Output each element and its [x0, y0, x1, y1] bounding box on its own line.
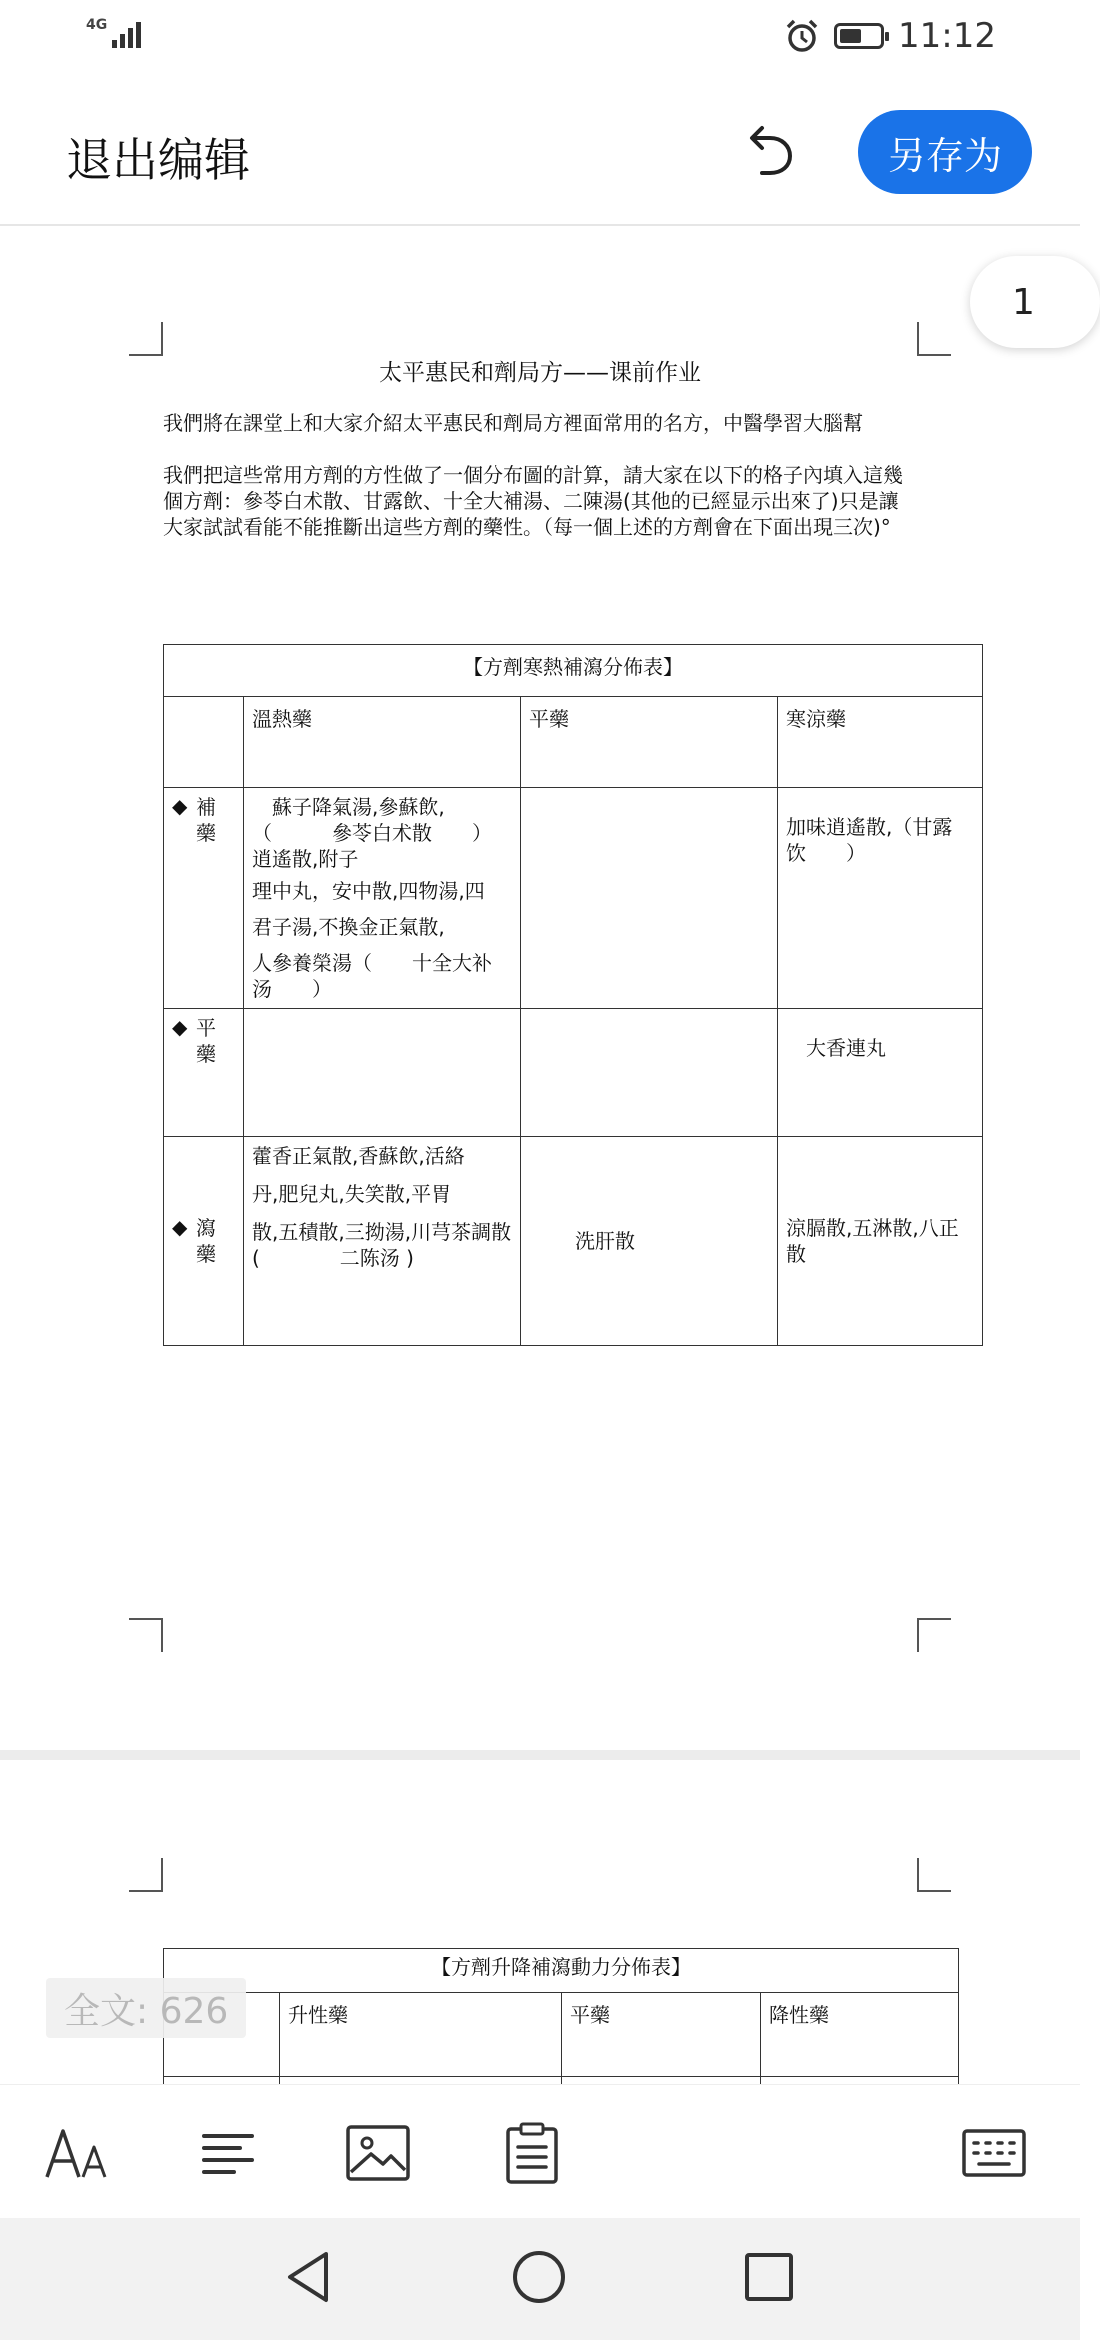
- table-cell[interactable]: [778, 788, 983, 1009]
- distribution-table-cold-heat: [163, 644, 983, 1346]
- column-header: 平藥: [562, 1993, 761, 2077]
- network-type: 4G: [86, 17, 108, 33]
- clipboard-icon: [504, 2121, 560, 2185]
- font-size-icon: [43, 2123, 113, 2183]
- insert-image-button[interactable]: [340, 2115, 416, 2191]
- system-navigation-bar: [0, 2218, 1080, 2340]
- crop-mark: [129, 322, 163, 356]
- table-caption: 【方劑寒熱補瀉分佈表】: [164, 645, 983, 697]
- table-cell[interactable]: [244, 1009, 521, 1137]
- save-as-button[interactable]: 另存为: [858, 110, 1032, 194]
- alarm-icon: [784, 18, 820, 54]
- table-caption: 【方劑升降補瀉動力分佈表】: [164, 1949, 959, 1993]
- cell-text: 散,五積散,三拗湯,川芎茶調散( 二陈汤 ): [252, 1220, 512, 1270]
- cell-text: 加味逍遙散,（甘露饮 ）: [786, 815, 953, 865]
- bullet-icon: ◆: [172, 1215, 188, 1239]
- column-header: 升性藥: [280, 1993, 562, 2077]
- bullet-icon: ◆: [172, 794, 188, 818]
- bullet-icon: ◆: [172, 1015, 188, 1039]
- home-icon: [504, 2242, 574, 2312]
- cell-text: 丹,肥兒丸,失笑散,平胃: [252, 1182, 452, 1206]
- signal-bar: [120, 34, 125, 48]
- row-header: [164, 1137, 244, 1346]
- table-cell[interactable]: [244, 788, 521, 1009]
- cell-text: （ 參苓白术散 ）: [252, 821, 492, 845]
- signal-indicator: [86, 17, 141, 48]
- crop-mark: [917, 1618, 951, 1652]
- keyboard-icon: [961, 2128, 1027, 2178]
- cell-text: 理中丸，安中散,四物湯,四: [252, 879, 485, 903]
- column-header: 溫熱藥: [244, 697, 521, 788]
- row-label: 平藥: [196, 1016, 216, 1066]
- signal-bar: [136, 22, 141, 48]
- cell-text: 涼膈散,五淋散,八正散: [786, 1216, 959, 1266]
- table-cell[interactable]: [778, 1137, 983, 1346]
- cell-text: 藿香正氣散,香蘇飲,活絡: [252, 1144, 465, 1168]
- row-label: 補藥: [196, 795, 216, 845]
- format-toolbar: [0, 2084, 1080, 2218]
- undo-button[interactable]: [736, 116, 806, 186]
- row-label: 瀉藥: [196, 1216, 216, 1266]
- column-header: 寒涼藥: [778, 697, 983, 788]
- insert-image-icon: [345, 2124, 411, 2182]
- document-title: 太平惠民和劑局方——课前作业: [379, 360, 701, 386]
- document-canvas[interactable]: [0, 226, 1080, 2084]
- home-button[interactable]: [504, 2242, 574, 2312]
- editor-toolbar: [0, 80, 1080, 226]
- table-corner: [164, 697, 244, 788]
- clock: 11:12: [898, 16, 996, 56]
- row-header: [164, 788, 244, 1009]
- back-button[interactable]: [274, 2242, 344, 2312]
- cell-text: 君子湯,不換金正氣散,: [252, 915, 445, 939]
- battery-level: [840, 29, 861, 43]
- table-cell[interactable]: [244, 1137, 521, 1346]
- table-cell[interactable]: [521, 788, 778, 1009]
- undo-icon: [736, 116, 806, 186]
- paragraph-instructions: 我們把這些常用方劑的方性做了一個分布圖的計算，請大家在以下的格子內填入這幾個方劑：參苓白术散、甘露飲、十全大補湯、二陳湯(其他的已經显示出來了)只是讓大家試試看能不能推斷出這些方劑的藥性。（每一個上述的方劑會在下面出現三次)°: [163, 463, 903, 539]
- signal-icon: [112, 40, 117, 48]
- crop-mark: [129, 1618, 163, 1652]
- table-cell[interactable]: [521, 1009, 778, 1137]
- column-header: 平藥: [521, 697, 778, 788]
- paragraph-align-icon: [200, 2128, 256, 2178]
- cell-text: 人參養榮湯（ 十全大补汤 ）: [252, 951, 492, 1001]
- row-header: [164, 1009, 244, 1137]
- status-bar: [0, 0, 1080, 80]
- recents-icon: [734, 2242, 804, 2312]
- page-number-indicator[interactable]: 1: [970, 256, 1100, 348]
- keyboard-toggle-button[interactable]: [956, 2115, 1032, 2191]
- cell-text: 大香連丸: [806, 1036, 886, 1060]
- word-count-badge: 全文: 626: [46, 1978, 246, 2038]
- crop-mark: [917, 322, 951, 356]
- cell-text: 逍遙散,附子: [252, 847, 359, 871]
- signal-bar: [128, 28, 133, 48]
- paragraph-intro: 我們將在課堂上和大家介紹太平惠民和劑局方裡面常用的名方，中醫學習大腦幫: [163, 411, 863, 435]
- cell-text: 洗肝散: [575, 1229, 635, 1253]
- clipboard-button[interactable]: [494, 2115, 570, 2191]
- crop-mark: [129, 1858, 163, 1892]
- exit-edit-button[interactable]: 退出编辑: [66, 133, 250, 187]
- recents-button[interactable]: [734, 2242, 804, 2312]
- column-header: 降性藥: [761, 1993, 959, 2077]
- paragraph-button[interactable]: [190, 2115, 266, 2191]
- table-cell[interactable]: [778, 1009, 983, 1137]
- cell-text: 蘇子降氣湯,參蘇飲,: [252, 795, 445, 819]
- font-size-button[interactable]: [40, 2115, 116, 2191]
- table-cell[interactable]: [521, 1137, 778, 1346]
- battery-icon: [834, 23, 884, 49]
- back-icon: [274, 2242, 344, 2312]
- page-separator: [0, 1750, 1080, 1760]
- crop-mark: [917, 1858, 951, 1892]
